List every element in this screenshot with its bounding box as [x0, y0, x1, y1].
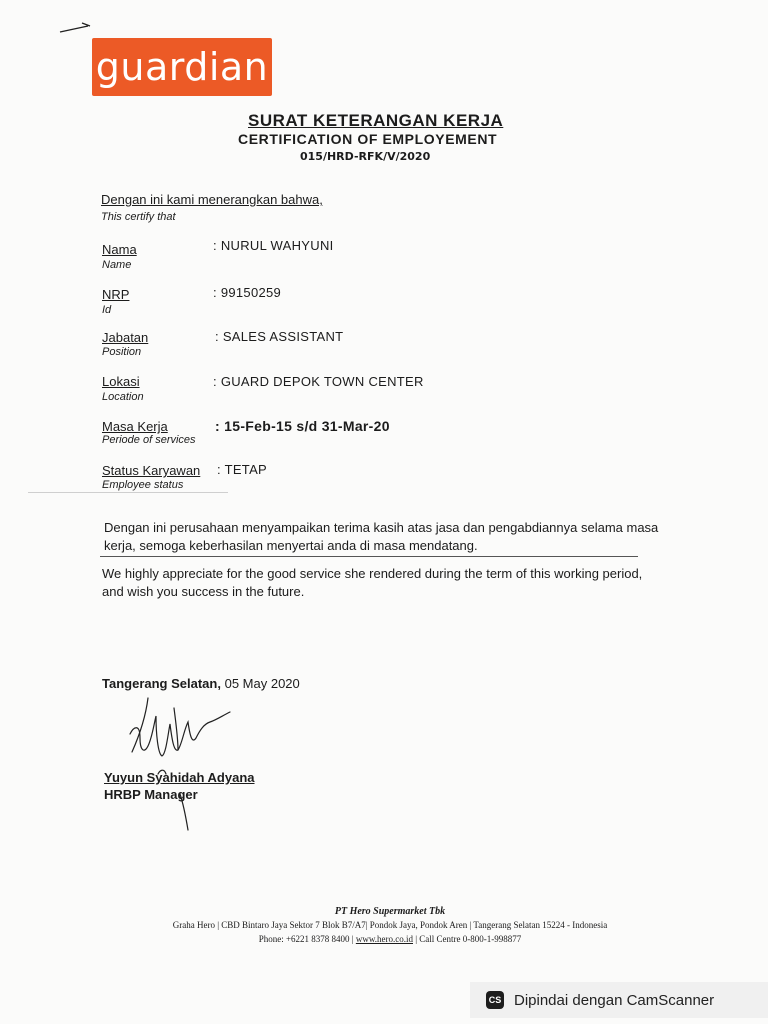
field-position-label: Jabatan — [102, 330, 149, 345]
field-status-value: : TETAP — [217, 462, 268, 477]
logo-text: guardian — [95, 45, 269, 89]
scan-streak — [28, 492, 228, 493]
field-nrp-sublabel: Id — [102, 304, 112, 316]
place-date — [102, 676, 300, 691]
footer-contact — [100, 934, 680, 944]
place: Tangerang Selatan, — [102, 676, 221, 691]
camscanner-icon: CS — [486, 991, 504, 1009]
reference-number: 015/HRD-RFK/V/2020 — [300, 150, 431, 163]
field-location-value: : GUARD DEPOK TOWN CENTER — [213, 374, 424, 389]
document-title: SURAT KETERANGAN KERJA — [248, 111, 504, 130]
field-status-sublabel: Employee status — [102, 479, 184, 491]
field-nrp-label: NRP — [102, 287, 130, 302]
signature — [118, 694, 248, 834]
field-position-sublabel: Position — [102, 346, 142, 358]
footer-phone: Phone: +6221 8378 8400 | — [258, 934, 354, 944]
date: 05 May 2020 — [224, 676, 300, 691]
closing-paragraph-english: We highly appreciate for the good service she rendered during the term of this working period, and wish you success in the future. — [102, 566, 643, 599]
field-name-label: Nama — [102, 242, 137, 257]
field-location-label: Lokasi — [102, 374, 140, 389]
field-service-label: Masa Kerja — [102, 419, 168, 434]
field-nrp-value: : 99150259 — [213, 285, 282, 300]
field-name-sublabel: Name — [102, 259, 132, 271]
document-title-english: CERTIFICATION OF EMPLOYEMENT — [238, 131, 498, 147]
camscanner-watermark — [470, 982, 768, 1018]
field-position-value: : SALES ASSISTANT — [215, 329, 344, 344]
camscanner-label: Dipindai dengan CamScanner — [514, 991, 715, 1009]
intro-text: Dengan ini kami menerangkan bahwa, — [101, 192, 323, 207]
field-service-sublabel: Periode of services — [102, 434, 196, 446]
intro-text-english: This certify that — [101, 211, 176, 223]
footer-callcentre: | Call Centre 0-800-1-998877 — [415, 934, 522, 944]
closing-paragraph: Dengan ini perusahaan menyampaikan terima kasih atas jasa dan pengabdiannya selama masa kerja, semoga keberhasilan menyertai anda di masa mendatang. — [104, 520, 659, 553]
footer-company: PT Hero Supermarket Tbk — [334, 906, 446, 917]
field-status-label: Status Karyawan — [102, 463, 201, 478]
company-logo — [92, 38, 272, 96]
footer-website: www.hero.co.id — [355, 934, 413, 944]
field-name-value: : NURUL WAHYUNI — [213, 238, 334, 253]
field-location-sublabel: Location — [102, 391, 144, 403]
field-service-value: : 15-Feb-15 s/d 31-Mar-20 — [215, 418, 390, 434]
scan-mark — [58, 20, 94, 36]
signer-name: Yuyun Syahidah Adyana — [104, 770, 255, 785]
divider — [100, 556, 638, 557]
signer-title: HRBP Manager — [104, 787, 198, 802]
footer-address: Graha Hero | CBD Bintaro Jaya Sektor 7 Blok B7/A7| Pondok Jaya, Pondok Aren | Tangerang Selatan 15224 - Indonesia — [172, 920, 608, 930]
